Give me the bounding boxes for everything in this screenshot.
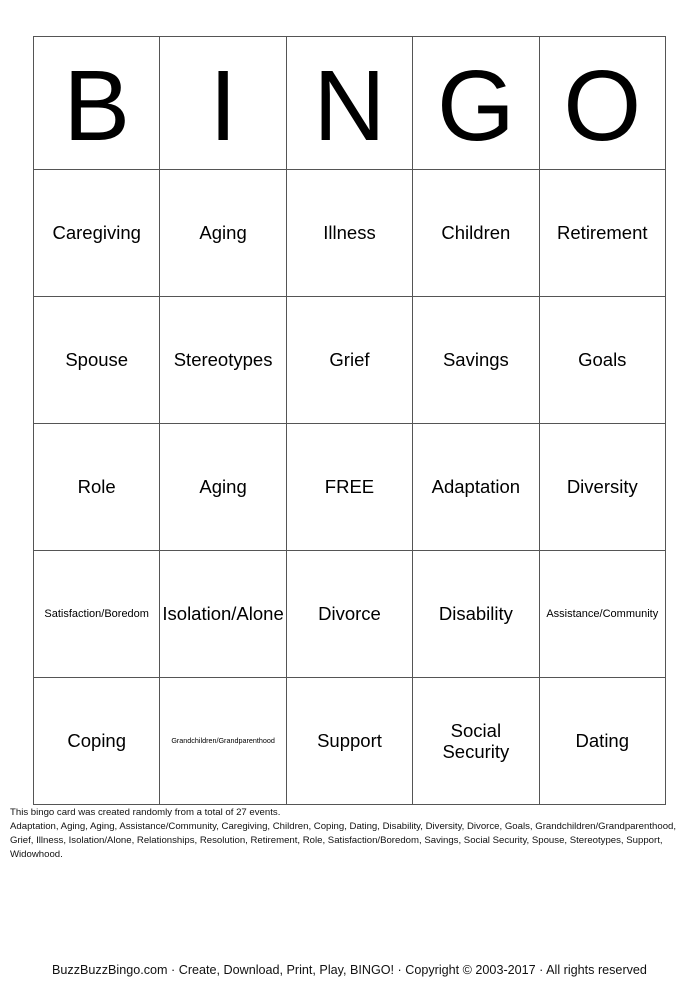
header-letter-g: G [413, 37, 539, 170]
event-list: Adaptation, Aging, Aging, Assistance/Community, Caregiving, Children, Coping, Dating, Disability, Diversity, Divorce, Goals, Grandchildren/Grandparenthood, Grief, Illness, Isolation/Alone, Relationships, Resolution, Retirement, Role, Satisfaction/Boredom, Savings, Social Security, Spouse, Stereotypes, Support, Widowhood. [10, 821, 677, 860]
bingo-cell: Grief [286, 297, 412, 424]
bingo-cell: Social Security [413, 678, 539, 805]
bingo-cell: Aging [160, 424, 286, 551]
bingo-cell: Disability [413, 551, 539, 678]
bingo-cell: Spouse [34, 297, 160, 424]
bingo-cell: Grandchildren/Grandparenthood [160, 678, 286, 805]
footer-copyright: BuzzBuzzBingo.com · Create, Download, Print, Play, BINGO! · Copyright © 2003-2017 · All rights reserved [52, 963, 647, 977]
bingo-cell: Satisfaction/Boredom [34, 551, 160, 678]
free-space-cell: FREE [286, 424, 412, 551]
bingo-row [34, 297, 666, 424]
bingo-cell: Coping [34, 678, 160, 805]
bingo-cell: Stereotypes [160, 297, 286, 424]
bingo-cell: Caregiving [34, 170, 160, 297]
card-summary: This bingo card was created randomly from a total of 27 events. [10, 807, 281, 818]
bingo-row [34, 551, 666, 678]
bingo-card [33, 36, 666, 805]
header-letter-o: O [539, 37, 665, 170]
bingo-cell: Illness [286, 170, 412, 297]
bingo-cell: Retirement [539, 170, 665, 297]
bingo-cell: Adaptation [413, 424, 539, 551]
bingo-cell: Aging [160, 170, 286, 297]
bingo-cell: Diversity [539, 424, 665, 551]
bingo-cell: Dating [539, 678, 665, 805]
bingo-cell: Savings [413, 297, 539, 424]
bingo-cell: Isolation/Alone [160, 551, 286, 678]
bingo-cell: Role [34, 424, 160, 551]
bingo-cell: Support [286, 678, 412, 805]
bingo-row [34, 424, 666, 551]
card-info [10, 806, 694, 862]
bingo-cell: Children [413, 170, 539, 297]
bingo-cell: Divorce [286, 551, 412, 678]
header-letter-b: B [34, 37, 160, 170]
bingo-row [34, 170, 666, 297]
bingo-cell: Assistance/Community [539, 551, 665, 678]
header-letter-i: I [160, 37, 286, 170]
bingo-header-row [34, 37, 666, 170]
bingo-row [34, 678, 666, 805]
header-letter-n: N [286, 37, 412, 170]
bingo-cell: Goals [539, 297, 665, 424]
